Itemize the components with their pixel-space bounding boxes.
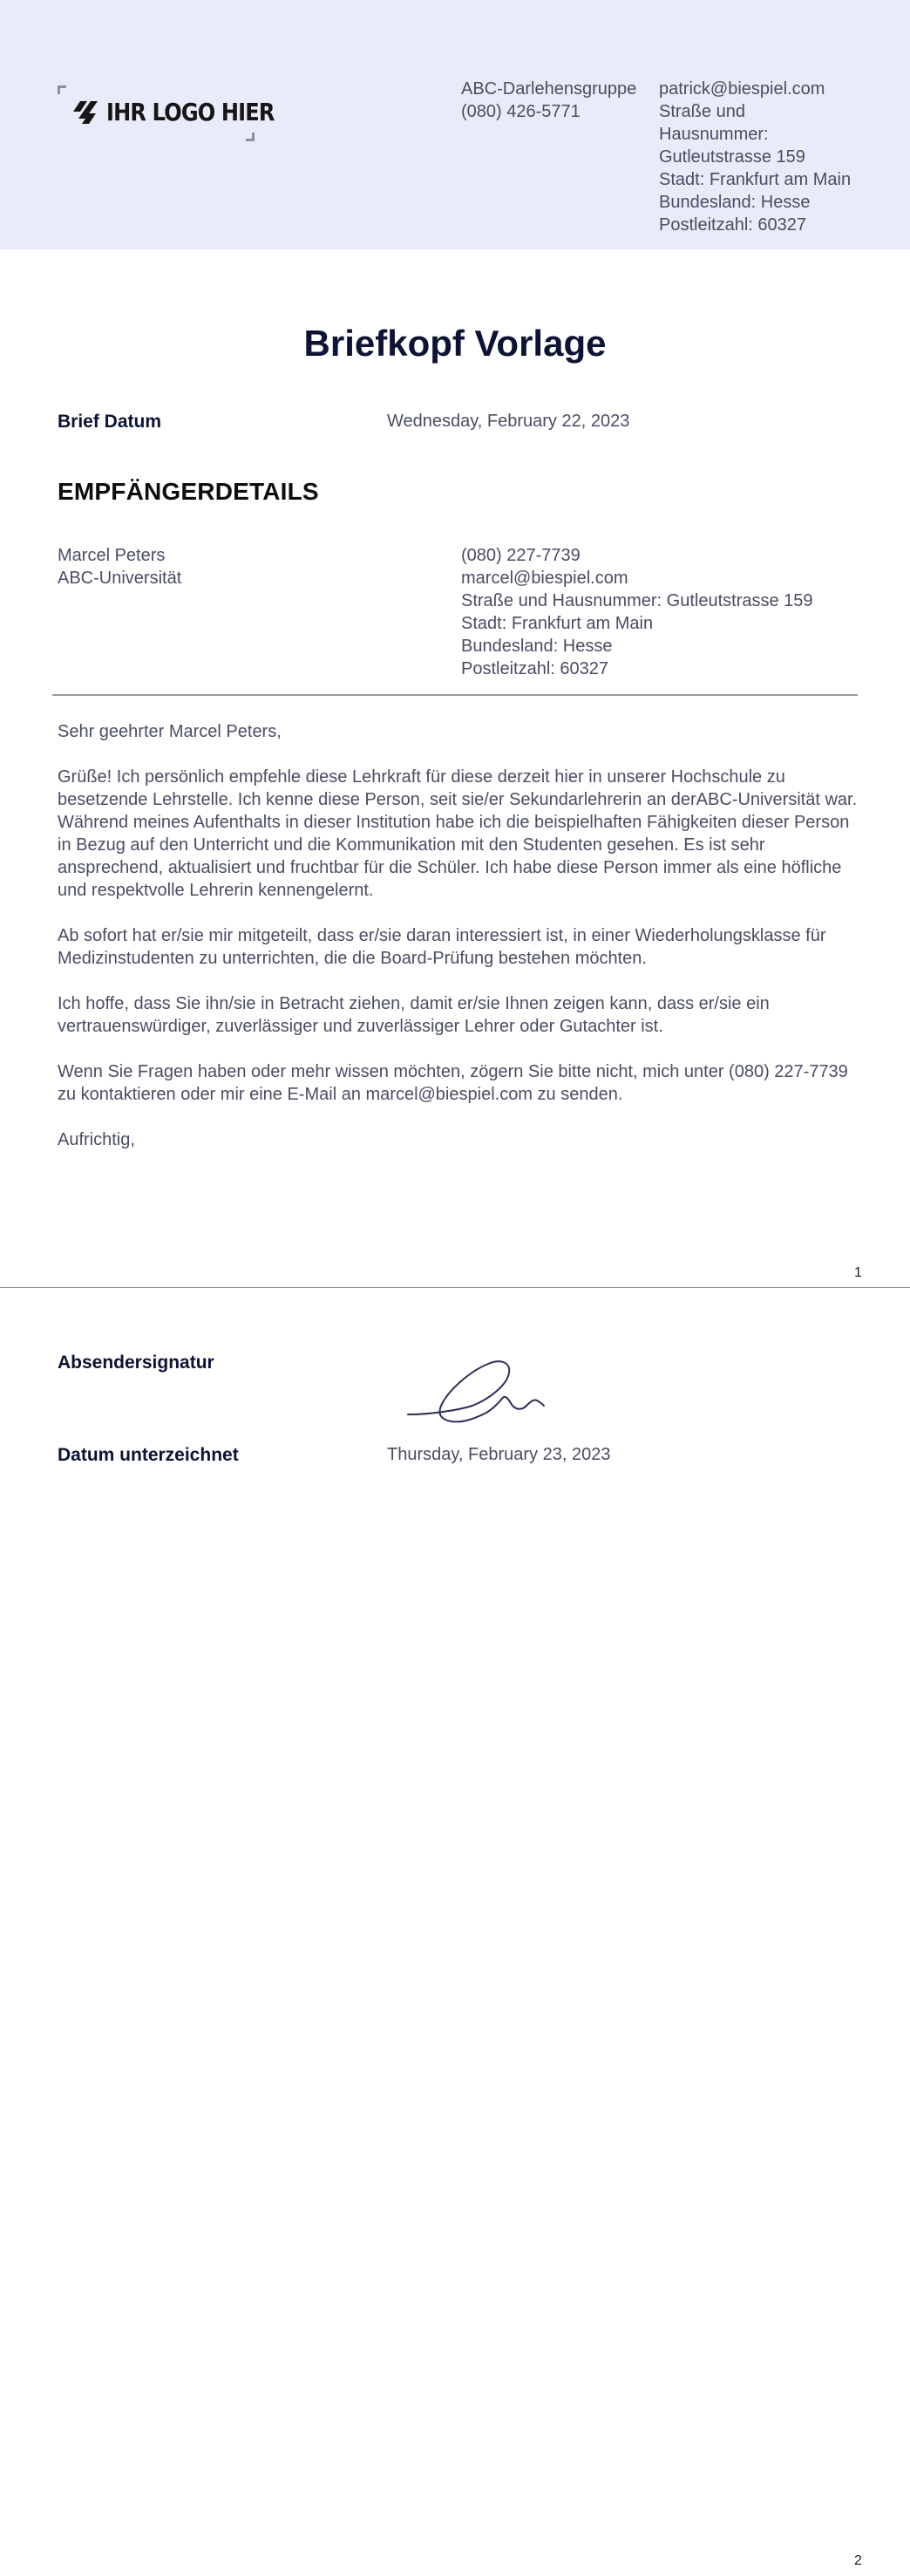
recipient-zip: Postleitzahl: 60327	[461, 659, 609, 678]
recipient-organization: ABC-Universität	[58, 569, 182, 588]
date-signed-value: Thursday, February 23, 2023	[387, 1445, 611, 1464]
closing: Aufrichtig,	[58, 1130, 135, 1149]
document-title: Briefkopf Vorlage	[303, 323, 607, 364]
recipient-state: Bundesland: Hesse	[461, 637, 613, 656]
salutation: Sehr geehrter Marcel Peters,	[58, 722, 282, 741]
sender-email: patrick@biespiel.com	[659, 79, 825, 99]
logo	[58, 85, 275, 141]
body-paragraph-1: Grüße! Ich persönlich empfehle diese Lehrkraft für diese derzeit hier in unserer Hochschule zu besetzende Lehrstelle. Ich kenne diese Person, seit sie/er Sekundarlehrerin an derABC-Universität war. Während meines Aufenthalts in dieser Institution habe ich die beispielhaften Fähigkeiten dieser Person in Bezug auf den Unterricht und die Kommunikation mit den Studenten gesehen. Es ist sehr ansprechend, aktualisiert und fruchtbar für die Schüler. Ich habe diese Person immer als eine höfliche und respektvolle Lehrerin kennengelernt.	[58, 767, 858, 900]
page-1	[0, 0, 910, 1287]
recipient-contact	[461, 544, 813, 680]
section-divider	[52, 694, 858, 696]
sender-street-line-3: Gutleutstrasse 159	[659, 147, 805, 167]
logo-mark-icon	[73, 99, 98, 126]
sender-contact-block	[659, 78, 868, 236]
recipient-name: Marcel Peters	[58, 546, 166, 565]
logo-corner-top-left	[58, 85, 66, 94]
recipient-city: Stadt: Frankfurt am Main	[461, 614, 654, 633]
sender-zip: Postleitzahl: 60327	[659, 215, 807, 235]
sender-signature-label: Absendersignatur	[58, 1353, 214, 1373]
handwritten-signature	[403, 1353, 560, 1428]
body-paragraph-4: Wenn Sie Fragen haben oder mehr wissen möchten, zögern Sie bitte nicht, mich unter (080) 227-7739 zu kontaktieren oder mir eine E-Mail an marcel@biespiel.com zu senden.	[58, 1062, 848, 1104]
page-separator	[0, 1287, 910, 1288]
sender-city: Stadt: Frankfurt am Main	[659, 170, 852, 189]
sender-phone: (080) 426-5771	[461, 102, 581, 121]
sender-street-line-2: Hausnummer:	[659, 125, 769, 144]
body-paragraph-3: Ich hoffe, dass Sie ihn/sie in Betracht ziehen, damit er/sie Ihnen zeigen kann, dass er/sie ein vertrauenswürdiger, zuverlässiger und zuverlässiger Lehrer oder Gutachter ist.	[58, 994, 770, 1036]
letter-date-value: Wednesday, February 22, 2023	[387, 412, 630, 431]
letter-date-label: Brief Datum	[58, 412, 162, 432]
page-number-1: 1	[854, 1265, 862, 1280]
sender-street-line-1: Straße und	[659, 102, 745, 121]
sender-state: Bundesland: Hesse	[659, 193, 811, 212]
logo-text: IHR LOGO HIER	[106, 98, 275, 126]
recipient-phone: (080) 227-7739	[461, 546, 581, 565]
letter-body	[58, 720, 858, 1174]
sender-company-block	[461, 78, 636, 123]
page-number-2: 2	[854, 2553, 862, 2568]
recipient-identity	[58, 544, 181, 589]
logo-corner-bottom-right	[246, 133, 255, 141]
date-signed-label: Datum unterzeichnet	[58, 1445, 239, 1465]
sender-company-name: ABC-Darlehensgruppe	[461, 79, 637, 99]
recipient-heading: EMPFÄNGERDETAILS	[58, 478, 319, 505]
recipient-email: marcel@biespiel.com	[461, 569, 628, 588]
body-paragraph-2: Ab sofort hat er/sie mir mitgeteilt, dass er/sie daran interessiert ist, in einer Wiederholungsklasse für Medizinstudenten zu unterrichten, die die Board-Prüfung bestehen möchten.	[58, 926, 826, 968]
recipient-street: Straße und Hausnummer: Gutleutstrasse 159	[461, 591, 813, 610]
